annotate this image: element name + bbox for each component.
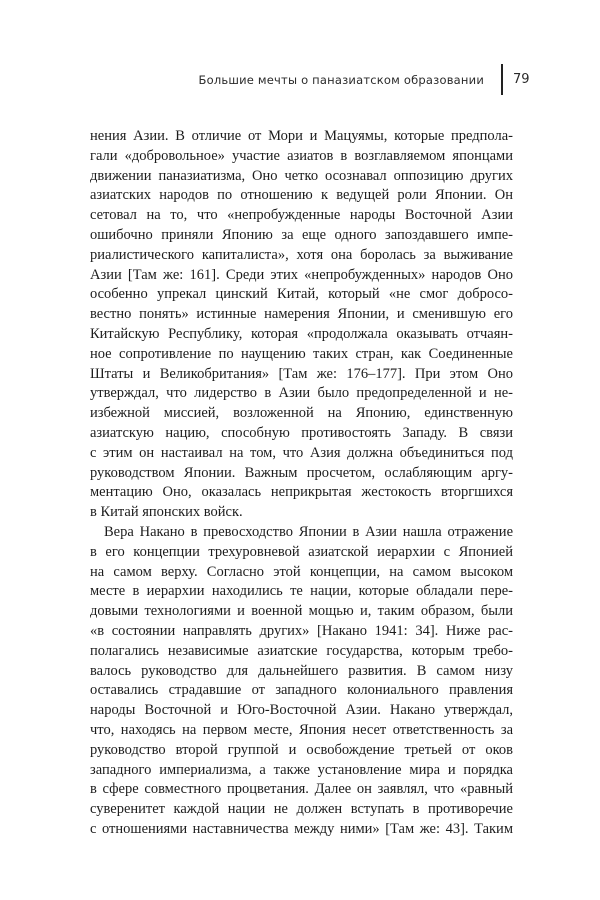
text-line: руководство второй группой и освобождение третьей от оков (90, 741, 513, 758)
text-line: движении паназиатизма, Оно четко осознавал оппозицию других (90, 167, 513, 184)
text-line: риалистического капиталиста», хотя она боролась за выживание (90, 246, 513, 263)
running-head-rule (501, 64, 503, 95)
text-line: оставались страдавшие от западного колониального правления (90, 682, 513, 699)
text-line: ное сопротивление по наущению таких стран, как Соединенные (90, 345, 513, 362)
text-line: месте в иерархии находились те нации, которые обладали пере- (90, 583, 513, 600)
body-text (90, 127, 513, 840)
text-line: Вера Накано в превосходство Японии в Азии нашла отражение (104, 523, 513, 540)
text-line: в Китай японских войск. (90, 504, 243, 521)
text-line: избежной миссией, возложенной на Японию, единственную (90, 405, 513, 422)
text-line: руководством Японии. Важным просчетом, ослабляющим аргу- (90, 464, 513, 481)
text-line: суверенитет каждой нации не должен вступать в противоречие (90, 801, 513, 818)
text-line: вестно понять» истинные намерения Японии, и сменившую его (90, 306, 513, 323)
text-line: нения Азии. В отличие от Мори и Мацуямы, которые предпола- (90, 128, 513, 144)
text-line: в сфере совместного процветания. Далее он заявлял, что «равный (90, 781, 513, 798)
text-line: Штаты и Великобритания» [Там же: 176–177]. При этом Оно (90, 365, 513, 382)
text-line: полагались независимые азиатские государства, которым требо- (90, 642, 513, 659)
text-line: особенно упрекал цинский Китай, который «не смог добросо- (90, 286, 513, 303)
text-line: Китайскую Республику, которая «продолжала оказывать отчаян- (90, 325, 513, 342)
text-line: утверждал, что лидерство в Азии было предопределенной и не- (90, 385, 513, 402)
text-line: народы Восточной и Юго-Восточной Азии. Накано утверждал, (90, 702, 513, 719)
text-line: валось руководство для дальнейшего развития. В самом низу (90, 662, 513, 679)
text-line: ментацию Оно, оказалась неприкрытая жестокость вторгшихся (90, 484, 513, 501)
text-line: довыми технологиями и военной мощью и, таким образом, были (90, 603, 513, 620)
text-line: что, находясь на первом месте, Япония несет ответственность за (90, 721, 513, 738)
text-line: ошибочно приняли Японию за еще одного запоздавшего импе- (90, 226, 513, 243)
text-line: сетовал на то, что «непробужденные народы Восточной Азии (90, 207, 513, 224)
running-head: Большие мечты о паназиатском образовании (198, 73, 484, 87)
text-line: гали «добровольное» участие азиатов в возглавляемом японцами (90, 147, 513, 164)
text-line: с этим он настаивал на том, что Азия должна объединиться под (90, 444, 513, 461)
text-line: на самом верху. Согласно этой концепции, на самом высоком (90, 563, 513, 580)
text-line: западного империализма, а также установление мира и порядка (90, 761, 513, 778)
text-line: с отношениями наставничества между ними» [Там же: 43]. Таким (90, 820, 513, 837)
page-number: 79 (513, 72, 530, 87)
text-line: в его концепции трехуровневой азиатской иерархии с Японией (90, 543, 513, 560)
text-line: азиатских народов по отношению к ведущей роли Японии. Он (90, 187, 513, 204)
text-line: Азии [Там же: 161]. Среди этих «непробужденных» народов Оно (90, 266, 513, 283)
text-line: «в состоянии направлять других» [Накано 1941: 34]. Ниже рас- (90, 622, 513, 639)
text-line: азиатскую нацию, способную противостоять Западу. В связи (90, 424, 513, 441)
